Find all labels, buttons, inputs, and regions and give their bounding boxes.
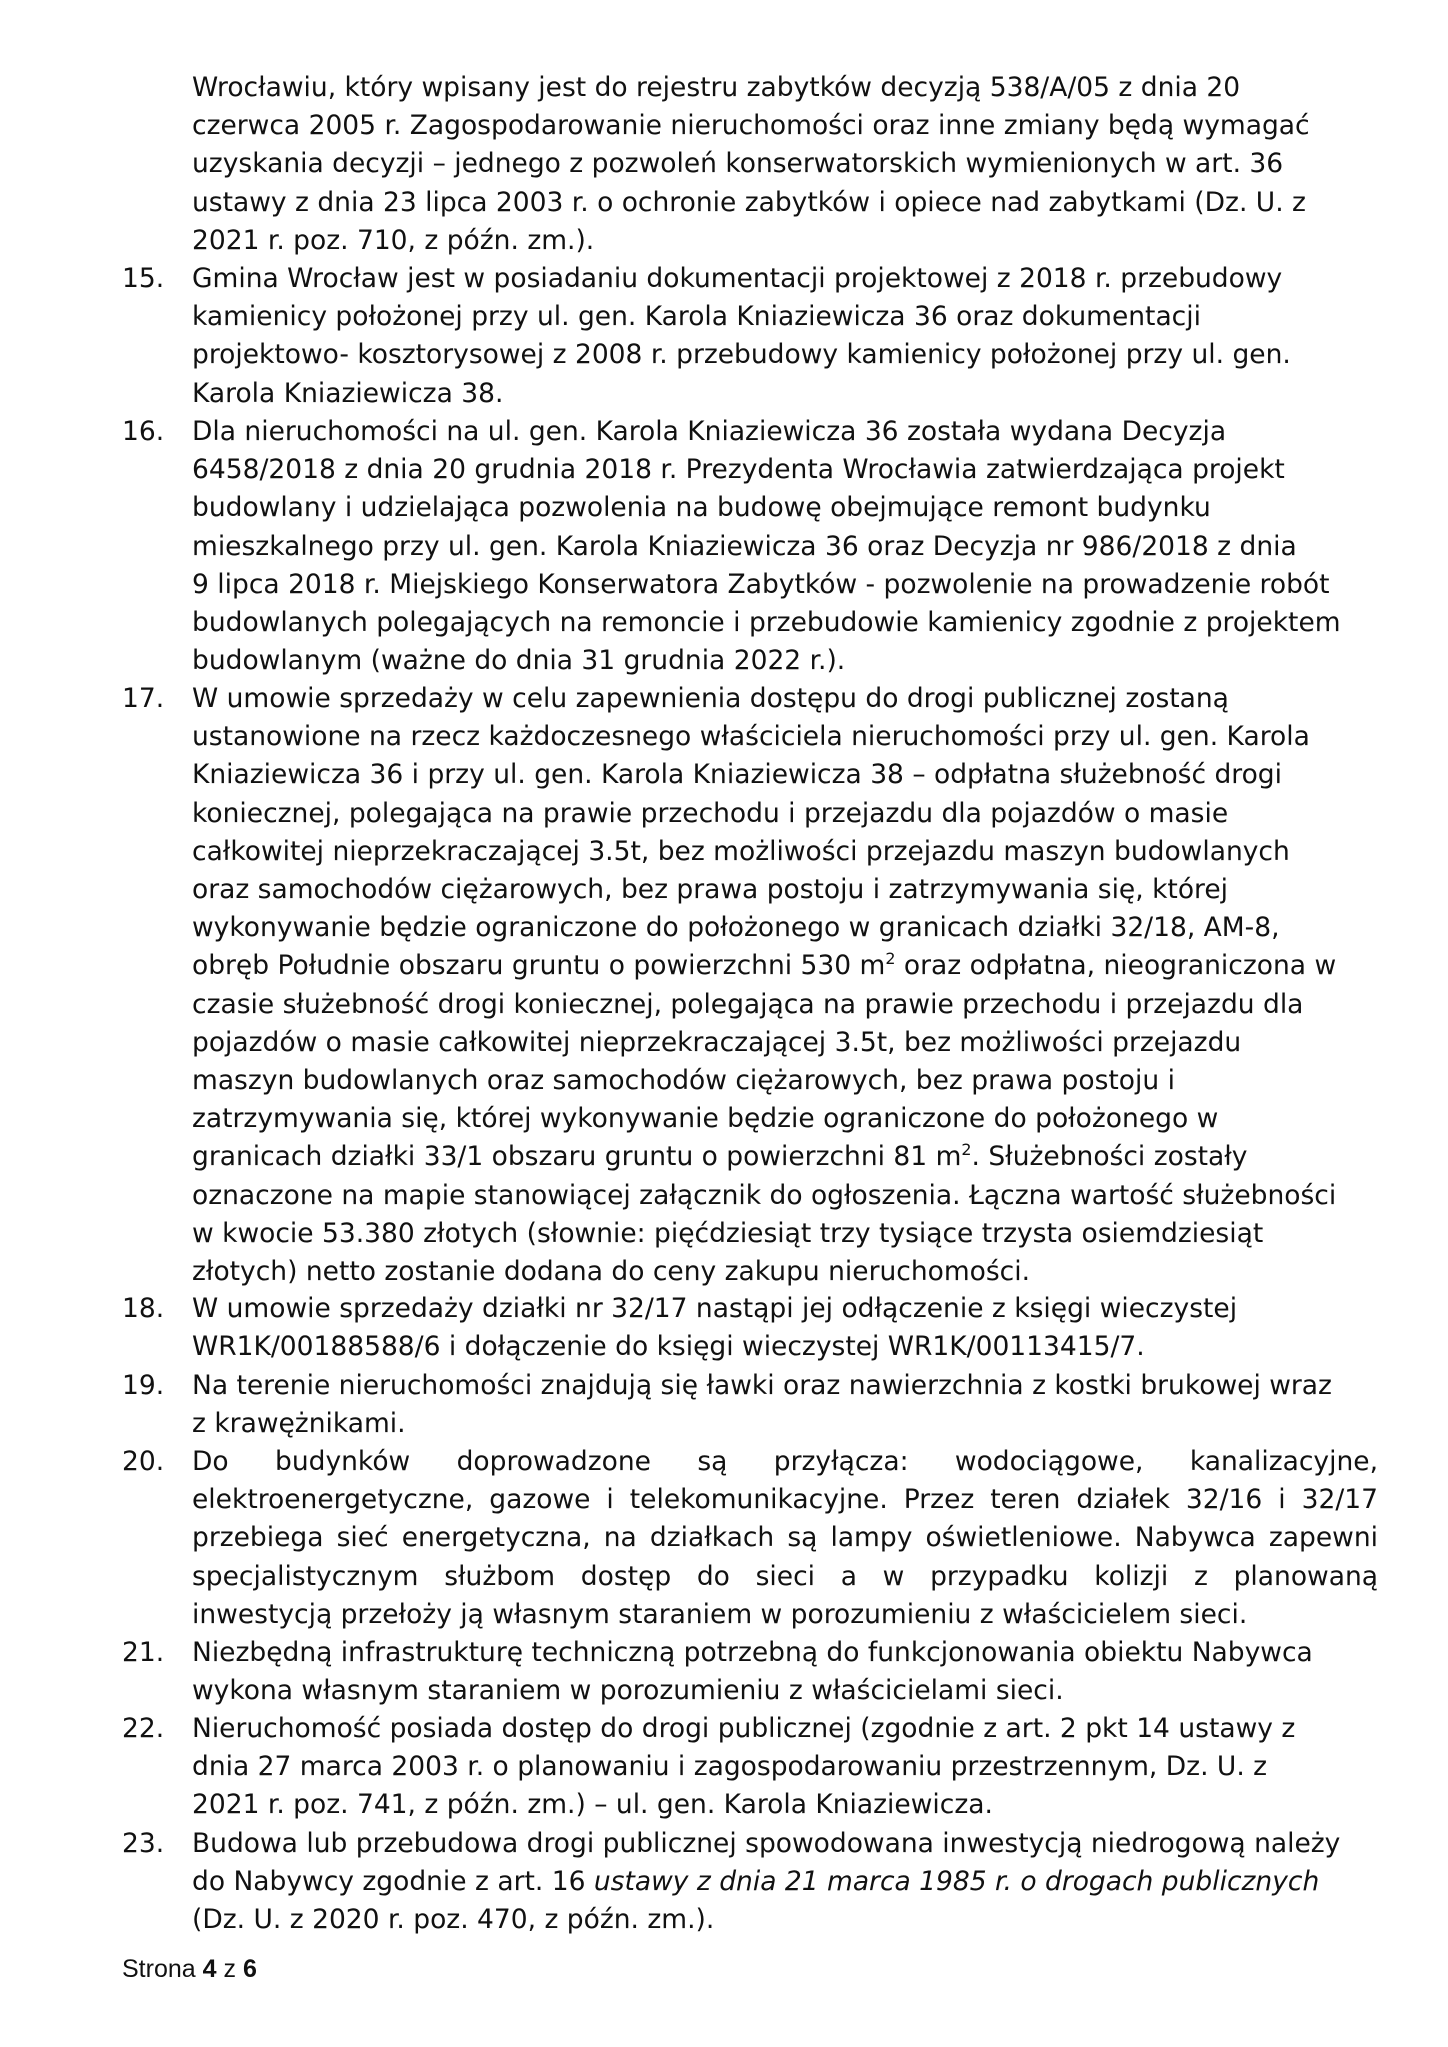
text-line — [192, 947, 1382, 985]
text-line: z krawężnikami. — [192, 1408, 406, 1440]
item-number: 19. — [122, 1370, 165, 1401]
superscript-exponent: 2 — [961, 1140, 972, 1160]
page-label: Strona — [122, 1955, 196, 1983]
text-line: 2021 r. poz. 741, z późn. zm.) – ul. gen. Karola Kniaziewicza. — [192, 1789, 993, 1821]
text-run: do Nabywcy zgodnie z art. 16 — [192, 1866, 594, 1898]
text-line: wykona własnym staraniem w porozumieniu z właścicielami sieci. — [192, 1675, 1064, 1707]
text-line: oznaczone na mapie stanowiącej załącznik do ogłoszenia. Łączna wartość służebności — [192, 1179, 1337, 1211]
text-line: Dla nieruchomości na ul. gen. Karola Kniaziewicza 36 została wydana Decyzja — [192, 416, 1227, 447]
text-line: ustanowione na rzecz każdoczesnego właściciela nieruchomości przy ul. gen. Karola — [192, 721, 1310, 753]
text-line: WR1K/00188588/6 i dołączenie do księgi wieczystej WR1K/00113415/7. — [192, 1331, 1145, 1363]
text-line: elektroenergetyczne, gazowe i telekomunikacyjne. Przez teren działek 32/16 i 32/17 — [192, 1484, 1378, 1516]
text-line: 2021 r. poz. 710, z późn. zm.). — [192, 224, 595, 256]
text-line: Niezbędną infrastrukturę techniczną potrzebną do funkcjonowania obiektu Nabywca — [192, 1637, 1313, 1668]
text-line: Nieruchomość posiada dostęp do drogi publicznej (zgodnie z art. 2 pkt 14 ustawy z — [192, 1713, 1296, 1744]
text-line: czasie służebność drogi koniecznej, polegająca na prawie przechodu i przejazdu dla — [192, 988, 1304, 1020]
page-footer — [122, 1950, 257, 1988]
text-line: uzyskania decyzji – jednego z pozwoleń konserwatorskich wymienionych w art. 36 — [192, 148, 1284, 180]
text-line: Do budynków doprowadzone są przyłącza: wodociągowe, kanalizacyjne, — [192, 1446, 1378, 1477]
text-run: granicach działki 33/1 obszaru gruntu o powierzchni 81 m — [192, 1141, 962, 1173]
text-line: 9 lipca 2018 r. Miejskiego Konserwatora Zabytków - pozwolenie na prowadzenie robót — [192, 568, 1330, 600]
continuation-paragraph — [192, 69, 1342, 260]
item-number: 20. — [122, 1446, 165, 1477]
text-run: obręb Południe obszaru gruntu o powierzchni 530 m — [192, 950, 886, 982]
text-line: złotych) netto zostanie dodana do ceny zakupu nieruchomości. — [192, 1256, 1031, 1288]
text-line: czerwca 2005 r. Zagospodarowanie nieruchomości oraz inne zmiany będą wymagać — [192, 110, 1310, 142]
text-line: ustawy z dnia 23 lipca 2003 r. o ochronie zabytków i opiece nad zabytkami (Dz. U. z — [192, 186, 1306, 218]
superscript-exponent: 2 — [885, 949, 896, 969]
text-run: . Służebności zostały — [971, 1141, 1248, 1173]
text-line: pojazdów o masie całkowitej nieprzekraczającej 3.5t, bez możliwości przejazdu — [192, 1026, 1242, 1058]
text-line: przebiega sieć energetyczna, na działkach są lampy oświetleniowe. Nabywca zapewni — [192, 1522, 1378, 1554]
text-line: inwestycją przełoży ją własnym staraniem w porozumieniu z właścicielem sieci. — [192, 1598, 1248, 1630]
page-separator: z — [223, 1955, 236, 1983]
text-line: 6458/2018 z dnia 20 grudnia 2018 r. Prezydenta Wrocławia zatwierdzająca projekt — [192, 454, 1285, 486]
item-number: 18. — [122, 1293, 165, 1324]
text-line: wykonywanie będzie ograniczone do położonego w granicach działki 32/18, AM-8, — [192, 912, 1280, 944]
item-number: 17. — [122, 683, 165, 714]
text-line: w kwocie 53.380 złotych (słownie: pięćdziesiąt trzy tysiące trzysta osiemdziesiąt — [192, 1217, 1264, 1249]
text-line: dnia 27 marca 2003 r. o planowaniu i zagospodarowaniu przestrzennym, Dz. U. z — [192, 1751, 1268, 1783]
text-line: kamienicy położonej przy ul. gen. Karola Kniaziewicza 36 oraz dokumentacji — [192, 301, 1201, 333]
text-line: całkowitej nieprzekraczającej 3.5t, bez możliwości przejazdu maszyn budowlanych — [192, 835, 1290, 867]
text-line — [192, 1863, 1382, 1901]
item-number: 15. — [122, 263, 165, 294]
text-line: mieszkalnego przy ul. gen. Karola Kniaziewicza 36 oraz Decyzja nr 986/2018 z dnia — [192, 530, 1297, 562]
text-line: koniecznej, polegająca na prawie przechodu i przejazdu dla pojazdów o masie — [192, 797, 1229, 829]
text-line: projektowo- kosztorysowej z 2008 r. przebudowy kamienicy położonej przy ul. gen. — [192, 339, 1291, 371]
text-line: oraz samochodów ciężarowych, bez prawa postoju i zatrzymywania się, której — [192, 874, 1229, 906]
text-line: W umowie sprzedaży w celu zapewnienia dostępu do drogi publicznej zostaną — [192, 683, 1229, 714]
item-number: 22. — [122, 1713, 165, 1744]
text-run: oraz odpłatna, nieograniczona w — [895, 950, 1337, 982]
text-line: budowlanym (ważne do dnia 31 grudnia 2022 r.). — [192, 645, 846, 677]
text-line: Wrocławiu, który wpisany jest do rejestru zabytków decyzją 538/A/05 z dnia 20 — [192, 72, 1241, 103]
text-line: zatrzymywania się, której wykonywanie będzie ograniczone do położonego w — [192, 1103, 1219, 1135]
text-line: Budowa lub przebudowa drogi publicznej spowodowana inwestycją niedrogową należy — [192, 1828, 1341, 1859]
item-number: 16. — [122, 416, 165, 447]
item-number: 21. — [122, 1637, 165, 1668]
text-line: Kniaziewicza 36 i przy ul. gen. Karola Kniaziewicza 38 – odpłatna służebność drogi — [192, 759, 1282, 791]
text-line — [192, 1138, 1382, 1176]
page-current: 4 — [202, 1955, 217, 1983]
page-total: 6 — [242, 1955, 257, 1983]
text-line: specjalistycznym służbom dostęp do sieci a w przypadku kolizji z planowaną — [192, 1560, 1378, 1592]
text-line: maszyn budowlanych oraz samochodów ciężarowych, bez prawa postoju i — [192, 1065, 1175, 1097]
text-line: (Dz. U. z 2020 r. poz. 470, z późn. zm.). — [192, 1904, 715, 1936]
text-line: budowlany i udzielająca pozwolenia na budowę obejmujące remont budynku — [192, 492, 1211, 524]
text-line: Na terenie nieruchomości znajdują się ławki oraz nawierzchnia z kostki brukowej wraz — [192, 1370, 1332, 1401]
text-line: W umowie sprzedaży działki nr 32/17 nastąpi jej odłączenie z księgi wieczystej — [192, 1293, 1238, 1324]
act-title-italic: ustawy z dnia 21 marca 1985 r. o drogach publicznych — [593, 1866, 1320, 1898]
text-line: Gmina Wrocław jest w posiadaniu dokumentacji projektowej z 2018 r. przebudowy — [192, 263, 1283, 294]
text-line: budowlanych polegających na remoncie i przebudowie kamienicy zgodnie z projektem — [192, 607, 1341, 639]
text-line: Karola Kniaziewicza 38. — [192, 377, 504, 409]
item-number: 23. — [122, 1828, 165, 1859]
